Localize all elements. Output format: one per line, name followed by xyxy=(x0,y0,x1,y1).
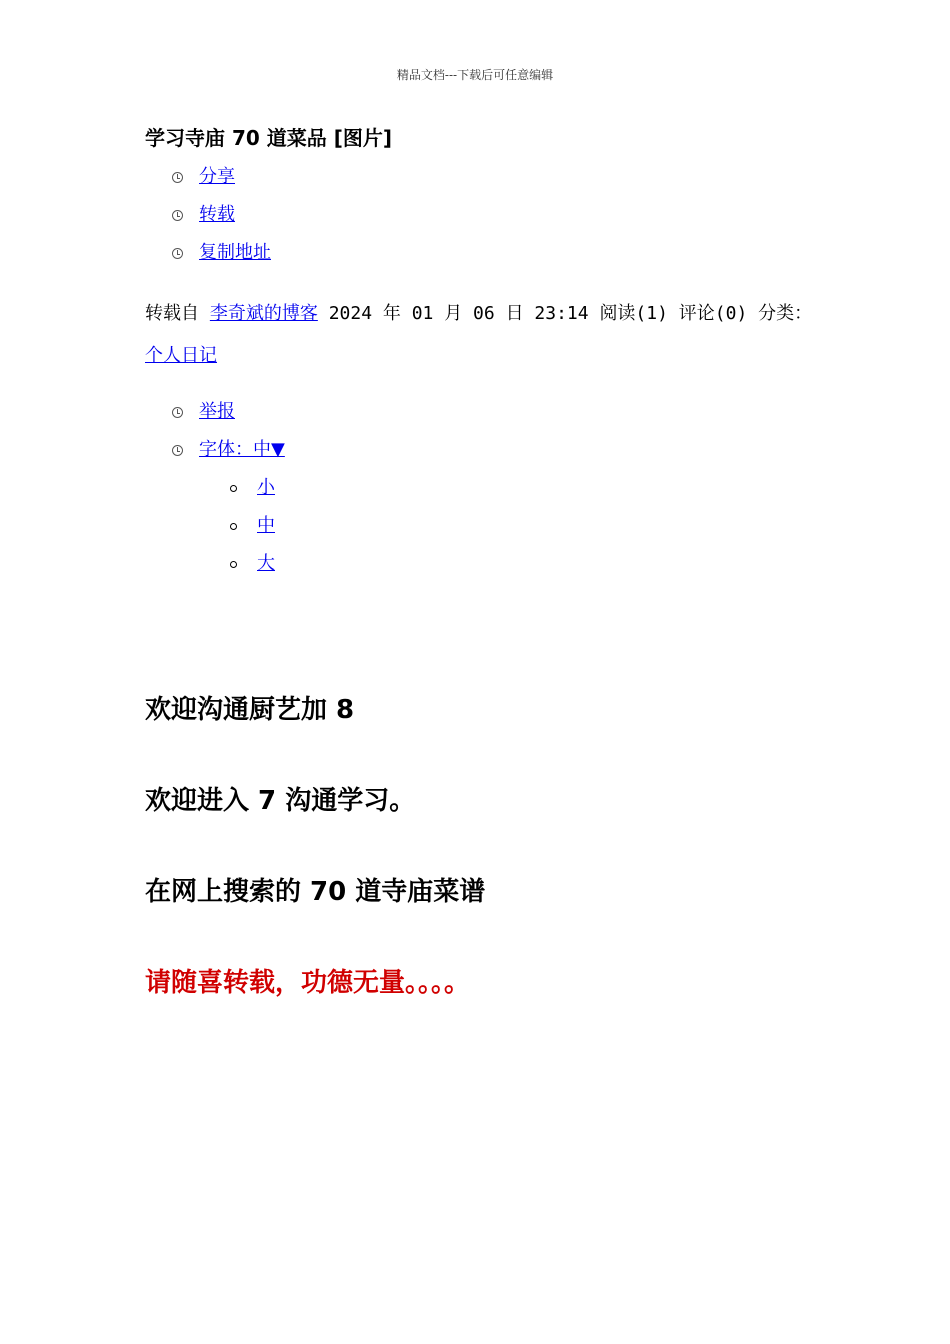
body-line-3: 在网上搜索的 70 道寺庙菜谱 xyxy=(145,877,486,907)
font-size-dropdown[interactable]: 字体：中▼ xyxy=(199,439,285,460)
author-link[interactable]: 李奇斌的博客 xyxy=(209,303,318,324)
article-meta xyxy=(145,293,815,377)
body-line-2: 欢迎进入 7 沟通学习。 xyxy=(145,786,416,816)
tool-list xyxy=(172,393,285,469)
circle-bullet-icon xyxy=(230,523,237,530)
meta-prefix: 转载自 xyxy=(145,303,199,324)
font-size-option-medium xyxy=(230,507,275,545)
share-link[interactable]: 分享 xyxy=(199,166,235,187)
font-size-option-small xyxy=(230,469,275,507)
meta-comments: 评论(0) xyxy=(678,303,748,324)
font-small-link[interactable]: 小 xyxy=(257,477,275,498)
meta-datetime: 2024 年 01 月 06 日 23:14 xyxy=(328,303,589,324)
action-item-copy-address xyxy=(172,234,271,272)
font-medium-link[interactable]: 中 xyxy=(257,515,275,536)
repost-link[interactable]: 转载 xyxy=(199,204,235,225)
category-link[interactable]: 个人日记 xyxy=(145,345,217,366)
tool-item-font-size xyxy=(172,431,285,469)
clock-icon xyxy=(172,407,183,418)
article-title: 学习寺庙 70 道菜品 [图片] xyxy=(145,126,393,150)
font-size-option-large xyxy=(230,545,275,583)
clock-icon xyxy=(172,172,183,183)
action-item-share xyxy=(172,158,271,196)
circle-bullet-icon xyxy=(230,561,237,568)
meta-reads: 阅读(1) xyxy=(599,303,668,324)
clock-icon xyxy=(172,445,183,456)
action-item-repost xyxy=(172,196,271,234)
clock-icon xyxy=(172,248,183,259)
circle-bullet-icon xyxy=(230,485,237,492)
clock-icon xyxy=(172,210,183,221)
page-header: 精品文档---下载后可任意编辑 xyxy=(396,68,554,82)
tool-item-report xyxy=(172,393,285,431)
report-link[interactable]: 举报 xyxy=(199,401,235,422)
action-list xyxy=(172,158,271,272)
font-large-link[interactable]: 大 xyxy=(257,553,275,574)
copy-address-link[interactable]: 复制地址 xyxy=(199,242,271,263)
body-line-1: 欢迎沟通厨艺加 8 xyxy=(145,695,355,725)
font-size-options xyxy=(230,469,275,583)
body-line-4: 请随喜转载，功德无量。。。。 xyxy=(145,968,471,998)
meta-category-label: 分类： xyxy=(758,303,813,324)
